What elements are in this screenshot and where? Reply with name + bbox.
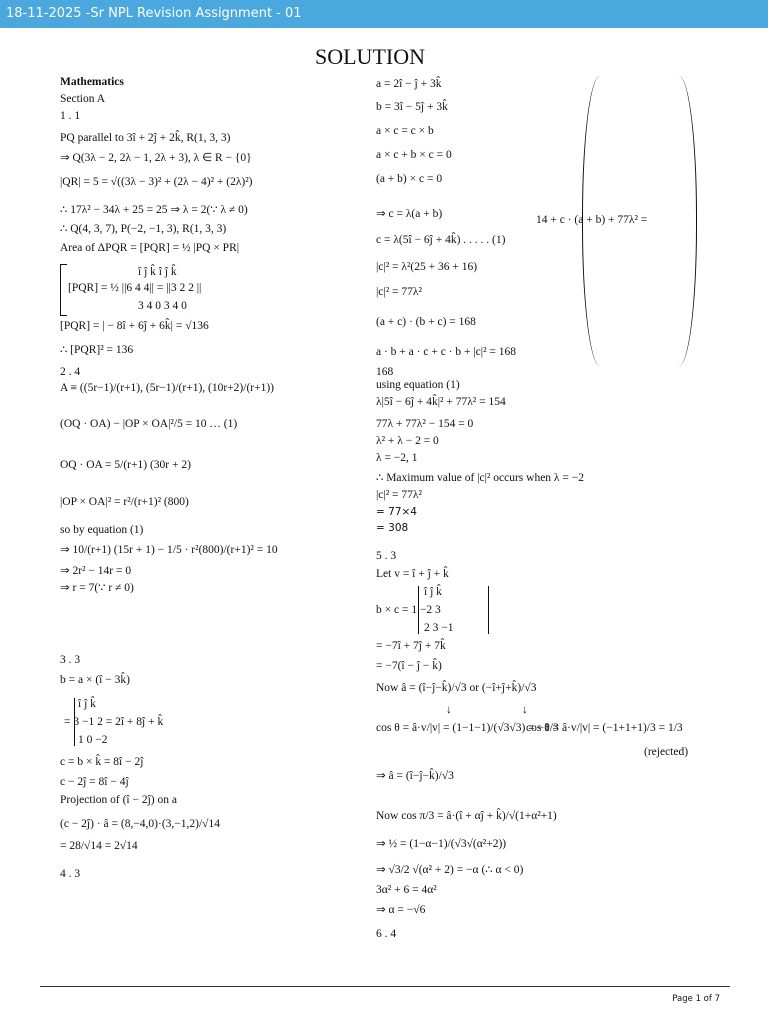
q3-line-4: Projection of (î − 2ĵ) on a <box>60 794 177 806</box>
q5-line-9: ⇒ √3/2 √(α² + 2) = −α (∴ α < 0) <box>376 864 524 876</box>
large-right-parenthesis <box>676 76 697 366</box>
q3-line-6: = 28/√14 = 2√14 <box>60 840 138 852</box>
q4-side-expression: 14 + c · (a + b) + 77λ² = <box>536 214 648 226</box>
q5-line-7: Now cos π/3 = â·(î + αĵ + k̂)/√(1+α²+1) <box>376 810 557 822</box>
q4-line-8: |c|² = λ²(25 + 36 + 16) <box>376 261 478 273</box>
down-arrow-2: ↓ <box>522 704 528 716</box>
q5-matrix-row-3: 2 3 −1 <box>424 622 454 634</box>
q4-line-2: b = 3î − 5ĵ + 3k̂ <box>376 101 448 113</box>
q4-line-5: (a + b) × c = 0 <box>376 173 443 185</box>
q3-line-3: c − 2ĵ = 8î − 4ĵ <box>60 776 129 788</box>
page-number: Page 1 of 7 <box>672 994 720 1004</box>
q1-matrix-bracket <box>60 264 67 316</box>
q4-line-15: 77λ + 77λ² − 154 = 0 <box>376 418 474 430</box>
header-bar <box>0 0 768 28</box>
header-title: 18-11-2025 -Sr NPL Revision Assignment - 01 <box>6 6 302 21</box>
q1-line-4: ∴ 17λ² − 34λ + 25 = 25 ⇒ λ = 2(∵ λ ≠ 0) <box>60 204 248 216</box>
q4-line-11: a · b + a · c + c · b + |c|² = 168 <box>376 346 517 358</box>
q5-line-5b: cos θ = â·v/|v| = (−1+1+1)/3 = 1/3 <box>526 722 683 734</box>
q5-number: 5 . 3 <box>376 550 397 562</box>
q2-line-7: ⇒ 2r² − 14r = 0 <box>60 565 132 577</box>
q4-line-9: |c|² = 77λ² <box>376 286 422 298</box>
q1-matrix-row-3: 3 4 0 3 4 0 <box>138 300 187 312</box>
q5-line-3: = −7(î − ĵ − k̂) <box>376 660 442 672</box>
q5-matrix-row-2: b × c = 1 −2 3 <box>376 604 441 616</box>
q5-line-1: Let v = î + ĵ + k̂ <box>376 568 449 580</box>
q1-line-6: Area of ΔPQR = [PQR] = ½ |PQ × PR| <box>60 242 240 254</box>
q4-line-6: ⇒ c = λ(a + b) <box>376 208 443 220</box>
page-title: SOLUTION <box>315 44 425 69</box>
q1-matrix-row-1: î ĵ k̂ î ĵ k̂ <box>138 266 177 278</box>
q5-line-8: ⇒ ½ = (1−α−1)/(√3√(α²+2)) <box>376 838 507 850</box>
q4-line-18: ∴ Maximum value of |c|² occurs when λ = −2 <box>376 472 584 484</box>
q4-line-19: |c|² = 77λ² <box>376 489 422 501</box>
q1-number: 1 . 1 <box>60 110 81 122</box>
q4-line-16: λ² + λ − 2 = 0 <box>376 435 439 447</box>
q2-line-3: OQ · OA = 5/(r+1) (30r + 2) <box>60 459 191 471</box>
q2-line-8: ⇒ r = 7(∵ r ≠ 0) <box>60 582 134 594</box>
q5-line-6: ⇒ â = (î−ĵ−k̂)/√3 <box>376 770 454 782</box>
q2-line-6: ⇒ 10/(r+1) (15r + 1) − 1/5 · r²(800)/(r+1)² = 10 <box>60 544 278 556</box>
q3-line-5: (c − 2ĵ) · â = (8,−4,0)·(3,−1,2)/√14 <box>60 818 220 830</box>
q4-line-21: = 308 <box>376 522 409 534</box>
q1-matrix-row-2: [PQR] = ½ ||6 4 4|| = ||3 2 2 || <box>68 282 202 294</box>
subject-heading: Mathematics <box>60 76 124 88</box>
q4-line-14: λ|5î − 6ĵ + 4k̂|² + 77λ² = 154 <box>376 396 506 408</box>
q2-line-2: (OQ · OA) − |OP × OA|²/5 = 10 … (1) <box>60 418 238 430</box>
q4-line-17: λ = −2, 1 <box>376 452 418 464</box>
q1-line-3: |QR| = 5 = √((3λ − 3)² + (2λ − 4)² + (2λ)²) <box>60 176 253 188</box>
q5-matrix-row-1: î ĵ k̂ <box>424 586 442 598</box>
q4-number: 4 . 3 <box>60 868 81 880</box>
q5-matrix-bar-right <box>488 586 489 634</box>
q4-line-7: c = λ(5î − 6ĵ + 4k̂) . . . . . (1) <box>376 234 506 246</box>
q3-matrix-row-2: = 3 −1 2 = 2î + 8ĵ + k̂ <box>64 716 164 728</box>
q6-number: 6 . 4 <box>376 928 397 940</box>
q5-line-10: 3α² + 6 = 4α² <box>376 884 437 896</box>
q1-line-7: [PQR] = | − 8î + 6ĵ + 6k̂| = √136 <box>60 320 209 332</box>
q4-line-13: using equation (1) <box>376 379 460 391</box>
q5-line-11: ⇒ α = −√6 <box>376 904 426 916</box>
q2-number: 2 . 4 <box>60 366 81 378</box>
q3-line-1: b = a × (î − 3k̂) <box>60 674 130 686</box>
footer-divider <box>40 986 730 987</box>
q2-line-5: so by equation (1) <box>60 524 144 536</box>
q4-line-20: = 77×4 <box>376 506 417 518</box>
q4-line-12: 168 <box>376 366 394 378</box>
q2-line-1: A ≡ ((5r−1)/(r+1), (5r−1)/(r+1), (10r+2)/(r+1)) <box>60 382 274 394</box>
q5-line-5: cos θ = â·v/|v| = (1−1−1)/(√3√3) = −1/3 <box>376 722 559 734</box>
section-heading: Section A <box>60 93 106 105</box>
q1-line-1: PQ parallel to 3î + 2ĵ + 2k̂, R(1, 3, 3) <box>60 132 231 144</box>
q1-line-5: ∴ Q(4, 3, 7), P(−2, −1, 3), R(1, 3, 3) <box>60 223 227 235</box>
q1-line-2: ⇒ Q(3λ − 2, 2λ − 1, 2λ + 3), λ ∈ R − {0} <box>60 152 252 164</box>
q2-line-4: |OP × OA|² = r²/(r+1)² (800) <box>60 496 189 508</box>
q3-line-2: c = b × k̂ = 8î − 2ĵ <box>60 756 144 768</box>
q4-line-1: a = 2î − ĵ + 3k̂ <box>376 78 442 90</box>
q4-line-3: a × c = c × b <box>376 125 434 137</box>
q3-matrix-row-3: 1 0 −2 <box>78 734 108 746</box>
q4-line-4: a × c + b × c = 0 <box>376 149 452 161</box>
q3-number: 3 . 3 <box>60 654 81 666</box>
q3-matrix-row-1: î ĵ k̂ <box>78 698 96 710</box>
rejected-note: (rejected) <box>644 746 689 758</box>
q5-line-2: = −7î + 7ĵ + 7k̂ <box>376 640 446 652</box>
q4-line-10: (a + c) · (b + c) = 168 <box>376 316 476 328</box>
down-arrow-1: ↓ <box>446 704 452 716</box>
q1-line-8: ∴ [PQR]² = 136 <box>60 344 134 356</box>
q5-line-4: Now â = (î−ĵ−k̂)/√3 or (−î+ĵ+k̂)/√3 <box>376 682 537 694</box>
